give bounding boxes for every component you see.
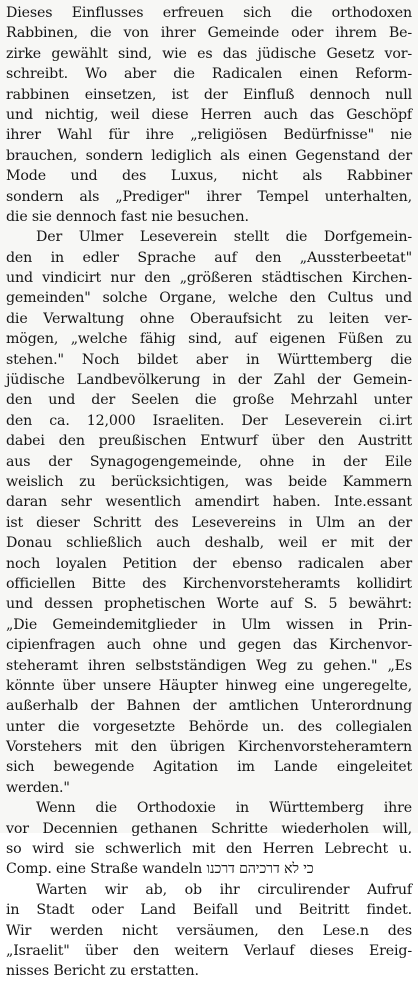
article-line: brauchen, sondern lediglich als einen Gegenstand der [6, 147, 412, 164]
article-line: die sie dennoch fast nie besuchen. [6, 208, 249, 225]
article-line: in Stadt oder Land Beifall und Beitritt findet. [6, 902, 412, 919]
article-line: „Die Gemeindemitglieder in Ulm wissen in Prin- [6, 616, 412, 633]
article-line: „Israelit" über den weitern Verlauf dieses Ereig- [6, 942, 412, 959]
article-line: jüdische Landbevölkerung in der Zahl der Gemein- [6, 372, 412, 389]
article-line: Rabbinen, die von ihrer Gemeinde oder ihrem Be- [6, 25, 412, 42]
article-line: sich bewegende Agitation im Lande eingeleitet [6, 759, 412, 776]
article-line: officiellen Bitte des Kirchenvorsteheramts kollidirt [6, 575, 412, 592]
article-line: schreibt. Wo aber die Radicalen einen Reform- [6, 66, 412, 83]
article-line: werden." [6, 779, 70, 796]
article-line: Wir werden nicht versäumen, den Lese.n des [6, 922, 412, 939]
article-line: sondern als „Prediger" ihrer Tempel unterhalten, [6, 188, 412, 205]
article-line: Dieses Einflusses erfreuen sich die orthodoxen [6, 5, 412, 21]
article-line: Vorstehers mit den übrigen Kirchenvorsteheramtern [6, 739, 412, 756]
article-line: steheramt ihren selbstständigen Weg zu gehen." „Es [6, 657, 412, 674]
article-line: weislich zu berücksichtigen, was beide Kammern [6, 473, 412, 490]
article-line: außerhalb der Bahnen der amtlichen Unterordnung [6, 698, 412, 715]
article-line: Donau schließlich auch deshalb, weil er mit der [6, 535, 412, 552]
article-line: noch loyalen Petition der ebenso radicalen aber [6, 555, 412, 572]
article-line: ihrer Wahl für ihre „religiösen Bedürfnisse" nie [6, 127, 412, 144]
article-line: und dessen prophetischen Worte auf S. 5 bewährt: [6, 596, 412, 613]
article-line: den ca. 12,000 Israeliten. Der Leseverein ci.irt [6, 412, 412, 429]
article-line: zirke gewählt sind, wie es das jüdische Gesetz vor- [6, 45, 412, 62]
article-line: Comp. eine Straße wandeln כי לא דרכיהם דרכנו [6, 861, 314, 878]
article-line: ist dieser Schritt des Lesevereins in Ulm an der [6, 514, 412, 531]
article-line: rabbinen einsetzen, ist der Einfluß dennoch null [6, 86, 412, 103]
article-line: den in edler Sprache auf den „Aussterbeetat" [6, 249, 412, 266]
article-line: und nichtig, weil diese Herren auch das Geschöpf [6, 106, 412, 123]
article-line: den und der Seelen die große Mehrzahl unter [6, 392, 412, 409]
article-line: vor Decennien gethanen Schritte wiederholen will, [6, 820, 412, 837]
article-line: und vindicirt nur den „größeren städtischen Kirchen- [6, 270, 412, 287]
article-line: gemeinden" solche Organe, welche den Cultus und [6, 290, 412, 307]
article-line: Wenn die Orthodoxie in Württemberg ihre [36, 800, 412, 817]
article-line: dabei den preußischen Entwurf über den Austritt [6, 433, 412, 450]
article-line: so wird sie schwerlich mit den Herren Lebrecht u. [6, 841, 412, 858]
article-line: cipienfragen auch ohne und gegen das Kirchenvor- [6, 637, 412, 654]
article-line: könnte über unsere Häupter hinweg eine ungeregelte, [6, 677, 412, 694]
article-line: stehen." Noch bildet aber in Württemberg die [6, 351, 412, 368]
article-line: daran sehr wesentlich amendirt haben. Inte.essant [6, 494, 412, 511]
article-line: mögen, „welche fähig sind, auf eigenen Füßen zu [6, 331, 412, 348]
article-line: Mode und des Luxus, nicht als Rabbiner [6, 168, 412, 185]
article-line: aus der Synagogengemeinde, ohne in der Eile [6, 453, 412, 470]
article-line: Warten wir ab, ob ihr circulirender Aufruf [36, 881, 412, 898]
article-line: unter die vorgesetzte Behörde un. des collegialen [6, 718, 412, 735]
article-line: die Verwaltung ohne Oberaufsicht zu leiten ver- [6, 310, 412, 327]
article-line: Der Ulmer Leseverein stellt die Dorfgemein- [36, 229, 412, 246]
article-line: nisses Bericht zu erstatten. [6, 963, 199, 980]
article-column [6, 3, 412, 982]
